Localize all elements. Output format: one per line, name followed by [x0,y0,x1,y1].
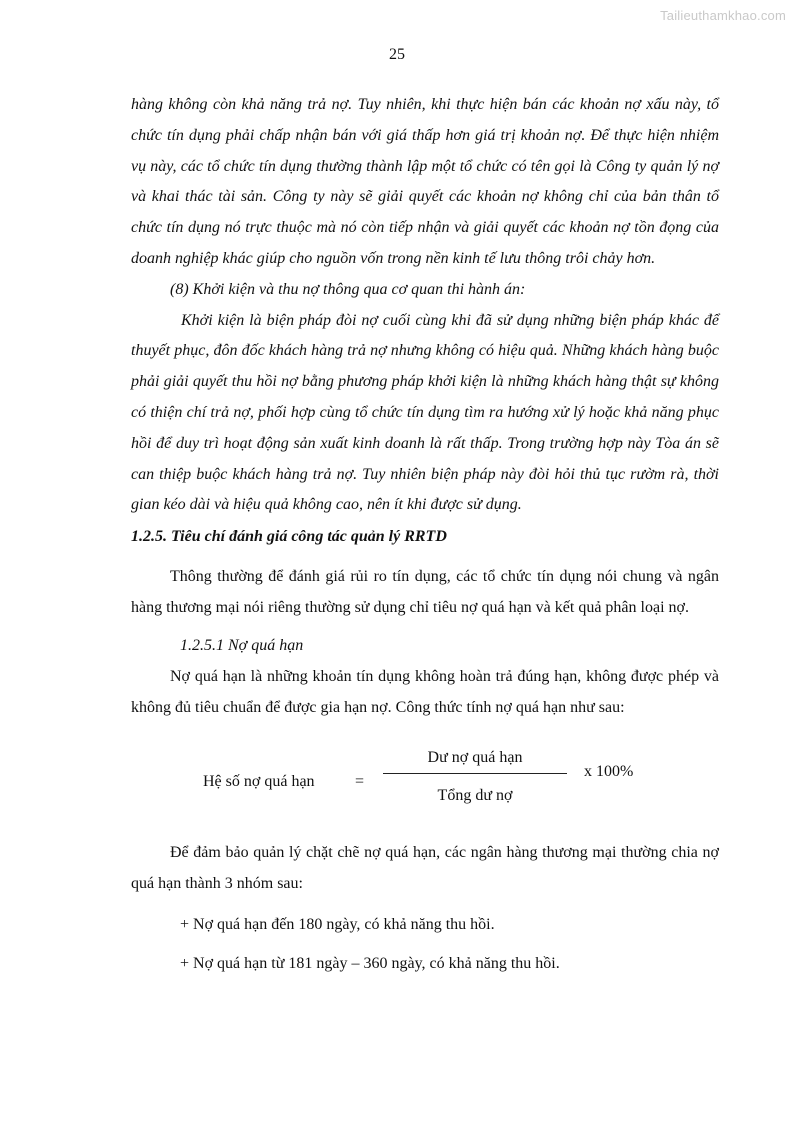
overdue-definition: Nợ quá hạn là những khoản tín dụng không hoàn trả đúng hạn, không được phép và không đủ tiêu chuẩn để được gia hạn nợ. Công thức tính nợ quá hạn như sau: [131,667,719,716]
paragraph-continued: hàng không còn khả năng trả nợ. Tuy nhiên, khi thực hiện bán các khoản nợ xấu này, tổ chức tín dụng phải chấp nhận bán với giá thấp hơn giá trị khoản nợ. Để thực hiện nhiệm vụ này, các tổ chức tín dụng thường thành lập một tổ chức có tên gọi là Công ty quản lý nợ và khai thác tài sản. Công ty này sẽ giải quyết các khoản nợ không chỉ của bản thân tổ chức tín dụng nó trực thuộc mà nó còn tiếp nhận và giải quyết các khoản nợ tồn đọng của doanh nghiệp khác giúp cho nguồn vốn trong nền kinh tế lưu thông trôi chảy hơn. [131,96,719,267]
formula-label: Hệ số nợ quá hạn [203,773,315,791]
list-item: + Nợ quá hạn từ 181 ngày – 360 ngày, có khả năng thu hồi. [180,955,560,973]
formula-denominator: Tổng dư nợ [437,787,513,805]
item-8-body: Khởi kiện là biện pháp đòi nợ cuối cùng khi đã sử dụng những biện pháp khác để thuyết phục, đôn đốc khách hàng trả nợ nhưng không có hiệu quả. Những khách hàng buộc phải giải quyết thu hồi nợ bằng phương pháp khởi kiện là những khách hàng thật sự không có thiện chí trả nợ, phối hợp cùng tổ chức tín dụng tìm ra hướng xử lý hoặc khả năng phục hồi để duy trì hoạt động sản xuất kinh doanh là rất thấp. Trong trường hợp này Tòa án sẽ can thiệp buộc khách hàng trả nợ. Tuy nhiên biện pháp này đòi hỏi thủ tục rườm rà, thời gian kéo dài và hiệu quả không cao, nên ít khi được sử dụng. [131,311,719,514]
item-8-title: (8) Khởi kiện và thu nợ thông qua cơ quan thi hành án: [170,280,526,298]
formula-multiplier: x 100% [584,763,634,781]
list-item: + Nợ quá hạn đến 180 ngày, có khả năng thu hồi. [180,916,495,934]
section-heading: 1.2.5. Tiêu chí đánh giá công tác quản lý RRTD [131,528,447,546]
page-number: 25 [389,46,405,63]
groups-intro: Để đảm bảo quản lý chặt chẽ nợ quá hạn, các ngân hàng thương mại thường chia nợ quá hạn thành 3 nhóm sau: [131,844,719,893]
overdue-ratio-formula [131,729,719,817]
fraction-line [383,773,567,774]
section-intro: Thông thường để đánh giá rủi ro tín dụng, các tổ chức tín dụng nói chung và ngân hàng thương mại nói riêng thường sử dụng chỉ tiêu nợ quá hạn và kết quả phân loại nợ. [131,567,719,616]
watermark: Tailieuthamkhao.com [660,8,786,23]
document-body [131,90,719,979]
subsection-heading: 1.2.5.1 Nợ quá hạn [180,636,304,654]
formula-equals: = [355,773,365,791]
formula-numerator: Dư nợ quá hạn [427,749,523,767]
